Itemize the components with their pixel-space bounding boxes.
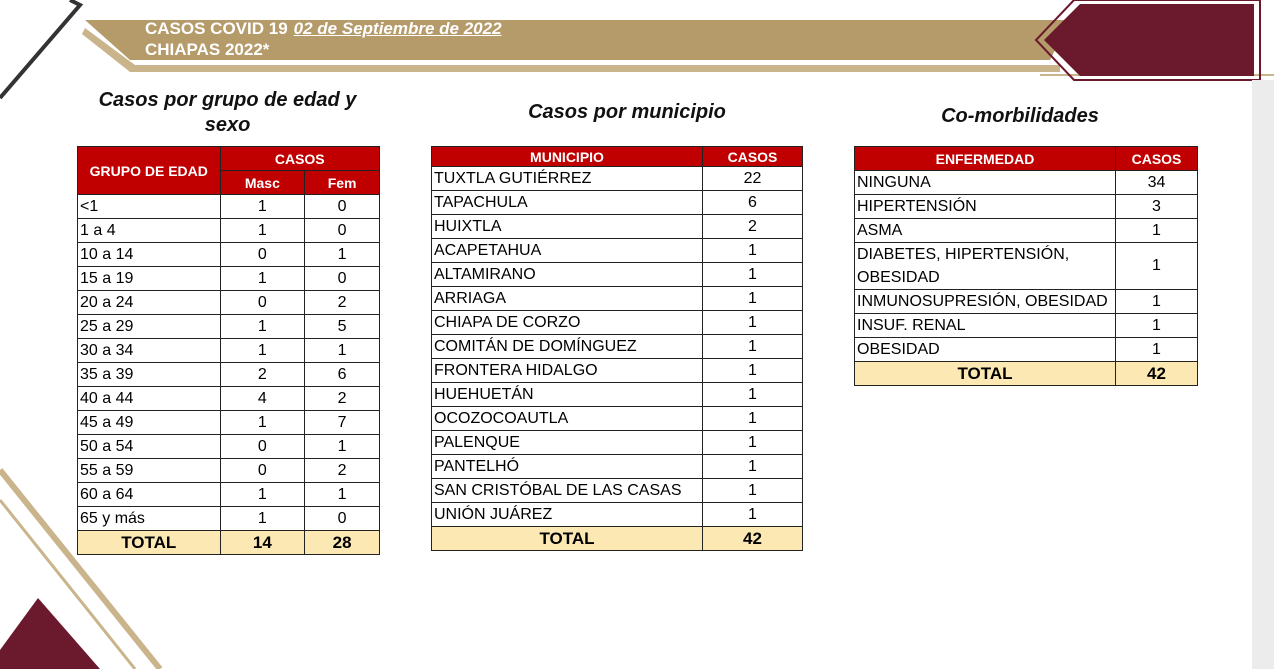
disease-cases-cell: 1: [1116, 338, 1198, 362]
table-row: [78, 243, 380, 267]
muni-total-row: [432, 527, 803, 551]
fem-cell: 5: [305, 315, 380, 339]
table-row: [432, 503, 803, 527]
header-title-line1: CASOS COVID 19: [145, 19, 288, 38]
disease-name-cell: INMUNOSUPRESIÓN, OBESIDAD: [855, 290, 1116, 314]
masc-cell: 1: [220, 411, 305, 435]
municipio-cases-cell: 1: [703, 431, 803, 455]
masc-cell: 1: [220, 507, 305, 531]
table-row: [855, 338, 1198, 362]
age-group-cell: 50 a 54: [78, 435, 221, 459]
table-row: [855, 314, 1198, 338]
right-page-edge: [1252, 80, 1274, 669]
table-row: [78, 387, 380, 411]
table-row: [855, 195, 1198, 219]
fem-cell: 2: [305, 387, 380, 411]
muni-table-title: Casos por municipio: [528, 101, 726, 123]
age-group-cell: <1: [78, 195, 221, 219]
col-header-disease: ENFERMEDAD: [855, 147, 1116, 171]
municipio-name-cell: HUIXTLA: [432, 215, 703, 239]
municipio-cases-cell: 1: [703, 335, 803, 359]
municipio-cases-cell: 1: [703, 503, 803, 527]
municipio-cases-cell: 1: [703, 479, 803, 503]
col-header-masc: Masc: [220, 171, 305, 195]
table-row: [432, 167, 803, 191]
age-group-cell: 55 a 59: [78, 459, 221, 483]
municipio-cases-cell: 1: [703, 455, 803, 479]
masc-cell: 1: [220, 339, 305, 363]
masc-cell: 0: [220, 291, 305, 315]
municipio-cases-cell: 1: [703, 263, 803, 287]
table-row: [78, 267, 380, 291]
municipio-name-cell: HUEHUETÁN: [432, 383, 703, 407]
fem-cell: 6: [305, 363, 380, 387]
municipio-name-cell: SAN CRISTÓBAL DE LAS CASAS: [432, 479, 703, 503]
disease-cases-cell: 1: [1116, 314, 1198, 338]
table-row: [432, 311, 803, 335]
municipio-name-cell: FRONTERA HIDALGO: [432, 359, 703, 383]
age-group-cell: 60 a 64: [78, 483, 221, 507]
age-group-cell: 40 a 44: [78, 387, 221, 411]
total-cases: 42: [703, 527, 803, 551]
header-title-line2: CHIAPAS 2022*: [145, 40, 270, 59]
table-row: [78, 483, 380, 507]
fem-cell: 0: [305, 267, 380, 291]
table-row: [432, 215, 803, 239]
masc-cell: 1: [220, 267, 305, 291]
age-group-cell: 25 a 29: [78, 315, 221, 339]
municipio-name-cell: TUXTLA GUTIÉRREZ: [432, 167, 703, 191]
table-row: [78, 339, 380, 363]
comorbidity-table: [854, 146, 1198, 386]
municipio-cases-cell: 1: [703, 359, 803, 383]
col-header-municipio: MUNICIPIO: [432, 147, 703, 167]
municipio-name-cell: ARRIAGA: [432, 287, 703, 311]
disease-name-cell: NINGUNA: [855, 171, 1116, 195]
age-group-table: [77, 146, 380, 555]
table-row: [432, 407, 803, 431]
table-row: [78, 291, 380, 315]
municipio-name-cell: UNIÓN JUÁREZ: [432, 503, 703, 527]
table-row: [78, 507, 380, 531]
municipio-cases-cell: 1: [703, 311, 803, 335]
table-row: [432, 455, 803, 479]
age-table-title: Casos por grupo de edad y sexo: [98, 89, 357, 136]
total-label: TOTAL: [78, 531, 221, 555]
fem-cell: 1: [305, 435, 380, 459]
col-header-cases: CASOS: [1116, 147, 1198, 171]
fem-cell: 1: [305, 483, 380, 507]
municipio-cases-cell: 1: [703, 239, 803, 263]
fem-cell: 1: [305, 243, 380, 267]
comorb-table-title: Co-morbilidades: [941, 105, 1099, 127]
fem-cell: 0: [305, 219, 380, 243]
municipio-name-cell: ALTAMIRANO: [432, 263, 703, 287]
col-header-group: GRUPO DE EDAD: [78, 147, 221, 195]
table-row: [432, 479, 803, 503]
age-group-cell: 15 a 19: [78, 267, 221, 291]
municipio-cases-cell: 22: [703, 167, 803, 191]
table-row: [855, 171, 1198, 195]
table-row: [432, 191, 803, 215]
disease-cases-cell: 1: [1116, 290, 1198, 314]
table-row: [432, 383, 803, 407]
municipio-cases-cell: 1: [703, 383, 803, 407]
masc-cell: 1: [220, 219, 305, 243]
table-row: [855, 219, 1198, 243]
header-wine-tab: [1044, 4, 1254, 76]
fem-cell: 0: [305, 195, 380, 219]
disease-name-cell: INSUF. RENAL: [855, 314, 1116, 338]
table-row: [78, 219, 380, 243]
masc-cell: 0: [220, 459, 305, 483]
col-header-cases: CASOS: [220, 147, 380, 171]
header-title: [145, 18, 502, 60]
fem-cell: 0: [305, 507, 380, 531]
top-left-diagonal-line: [0, 0, 80, 98]
fem-cell: 2: [305, 291, 380, 315]
municipio-name-cell: PALENQUE: [432, 431, 703, 455]
table-row: [432, 263, 803, 287]
masc-cell: 1: [220, 483, 305, 507]
fem-cell: 7: [305, 411, 380, 435]
disease-name-cell: DIABETES, HIPERTENSIÓN, OBESIDAD: [855, 243, 1116, 290]
table-row: [855, 290, 1198, 314]
disease-name-cell: OBESIDAD: [855, 338, 1116, 362]
total-label: TOTAL: [432, 527, 703, 551]
table-row: [432, 335, 803, 359]
masc-cell: 4: [220, 387, 305, 411]
municipio-cases-cell: 2: [703, 215, 803, 239]
fem-cell: 1: [305, 339, 380, 363]
table-row: [432, 287, 803, 311]
disease-name-cell: ASMA: [855, 219, 1116, 243]
col-header-fem: Fem: [305, 171, 380, 195]
municipio-cases-cell: 6: [703, 191, 803, 215]
disease-cases-cell: 1: [1116, 243, 1198, 290]
age-group-cell: 1 a 4: [78, 219, 221, 243]
municipio-table: [431, 146, 803, 551]
masc-cell: 0: [220, 243, 305, 267]
disease-cases-cell: 3: [1116, 195, 1198, 219]
table-row: [78, 315, 380, 339]
age-group-cell: 30 a 34: [78, 339, 221, 363]
col-header-cases: CASOS: [703, 147, 803, 167]
table-row: [78, 363, 380, 387]
header-date: 02 de Septiembre de 2022: [293, 19, 502, 38]
table-row: [855, 243, 1198, 290]
table-row: [78, 435, 380, 459]
municipio-name-cell: TAPACHULA: [432, 191, 703, 215]
age-group-cell: 65 y más: [78, 507, 221, 531]
municipio-name-cell: OCOZOCOAUTLA: [432, 407, 703, 431]
total-cases: 42: [1116, 362, 1198, 386]
table-row: [78, 411, 380, 435]
fem-cell: 2: [305, 459, 380, 483]
municipio-cases-cell: 1: [703, 407, 803, 431]
masc-cell: 1: [220, 315, 305, 339]
total-fem: 28: [305, 531, 380, 555]
table-row: [78, 459, 380, 483]
total-label: TOTAL: [855, 362, 1116, 386]
age-group-cell: 20 a 24: [78, 291, 221, 315]
municipio-name-cell: PANTELHÓ: [432, 455, 703, 479]
comorb-total-row: [855, 362, 1198, 386]
age-group-cell: 45 a 49: [78, 411, 221, 435]
table-row: [432, 239, 803, 263]
municipio-name-cell: ACAPETAHUA: [432, 239, 703, 263]
masc-cell: 1: [220, 195, 305, 219]
age-total-row: [78, 531, 380, 555]
municipio-cases-cell: 1: [703, 287, 803, 311]
municipio-name-cell: CHIAPA DE CORZO: [432, 311, 703, 335]
table-row: [78, 195, 380, 219]
disease-cases-cell: 34: [1116, 171, 1198, 195]
age-group-cell: 10 a 14: [78, 243, 221, 267]
disease-name-cell: HIPERTENSIÓN: [855, 195, 1116, 219]
total-masc: 14: [220, 531, 305, 555]
table-row: [432, 431, 803, 455]
age-group-cell: 35 a 39: [78, 363, 221, 387]
masc-cell: 0: [220, 435, 305, 459]
disease-cases-cell: 1: [1116, 219, 1198, 243]
masc-cell: 2: [220, 363, 305, 387]
municipio-name-cell: COMITÁN DE DOMÍNGUEZ: [432, 335, 703, 359]
table-row: [432, 359, 803, 383]
